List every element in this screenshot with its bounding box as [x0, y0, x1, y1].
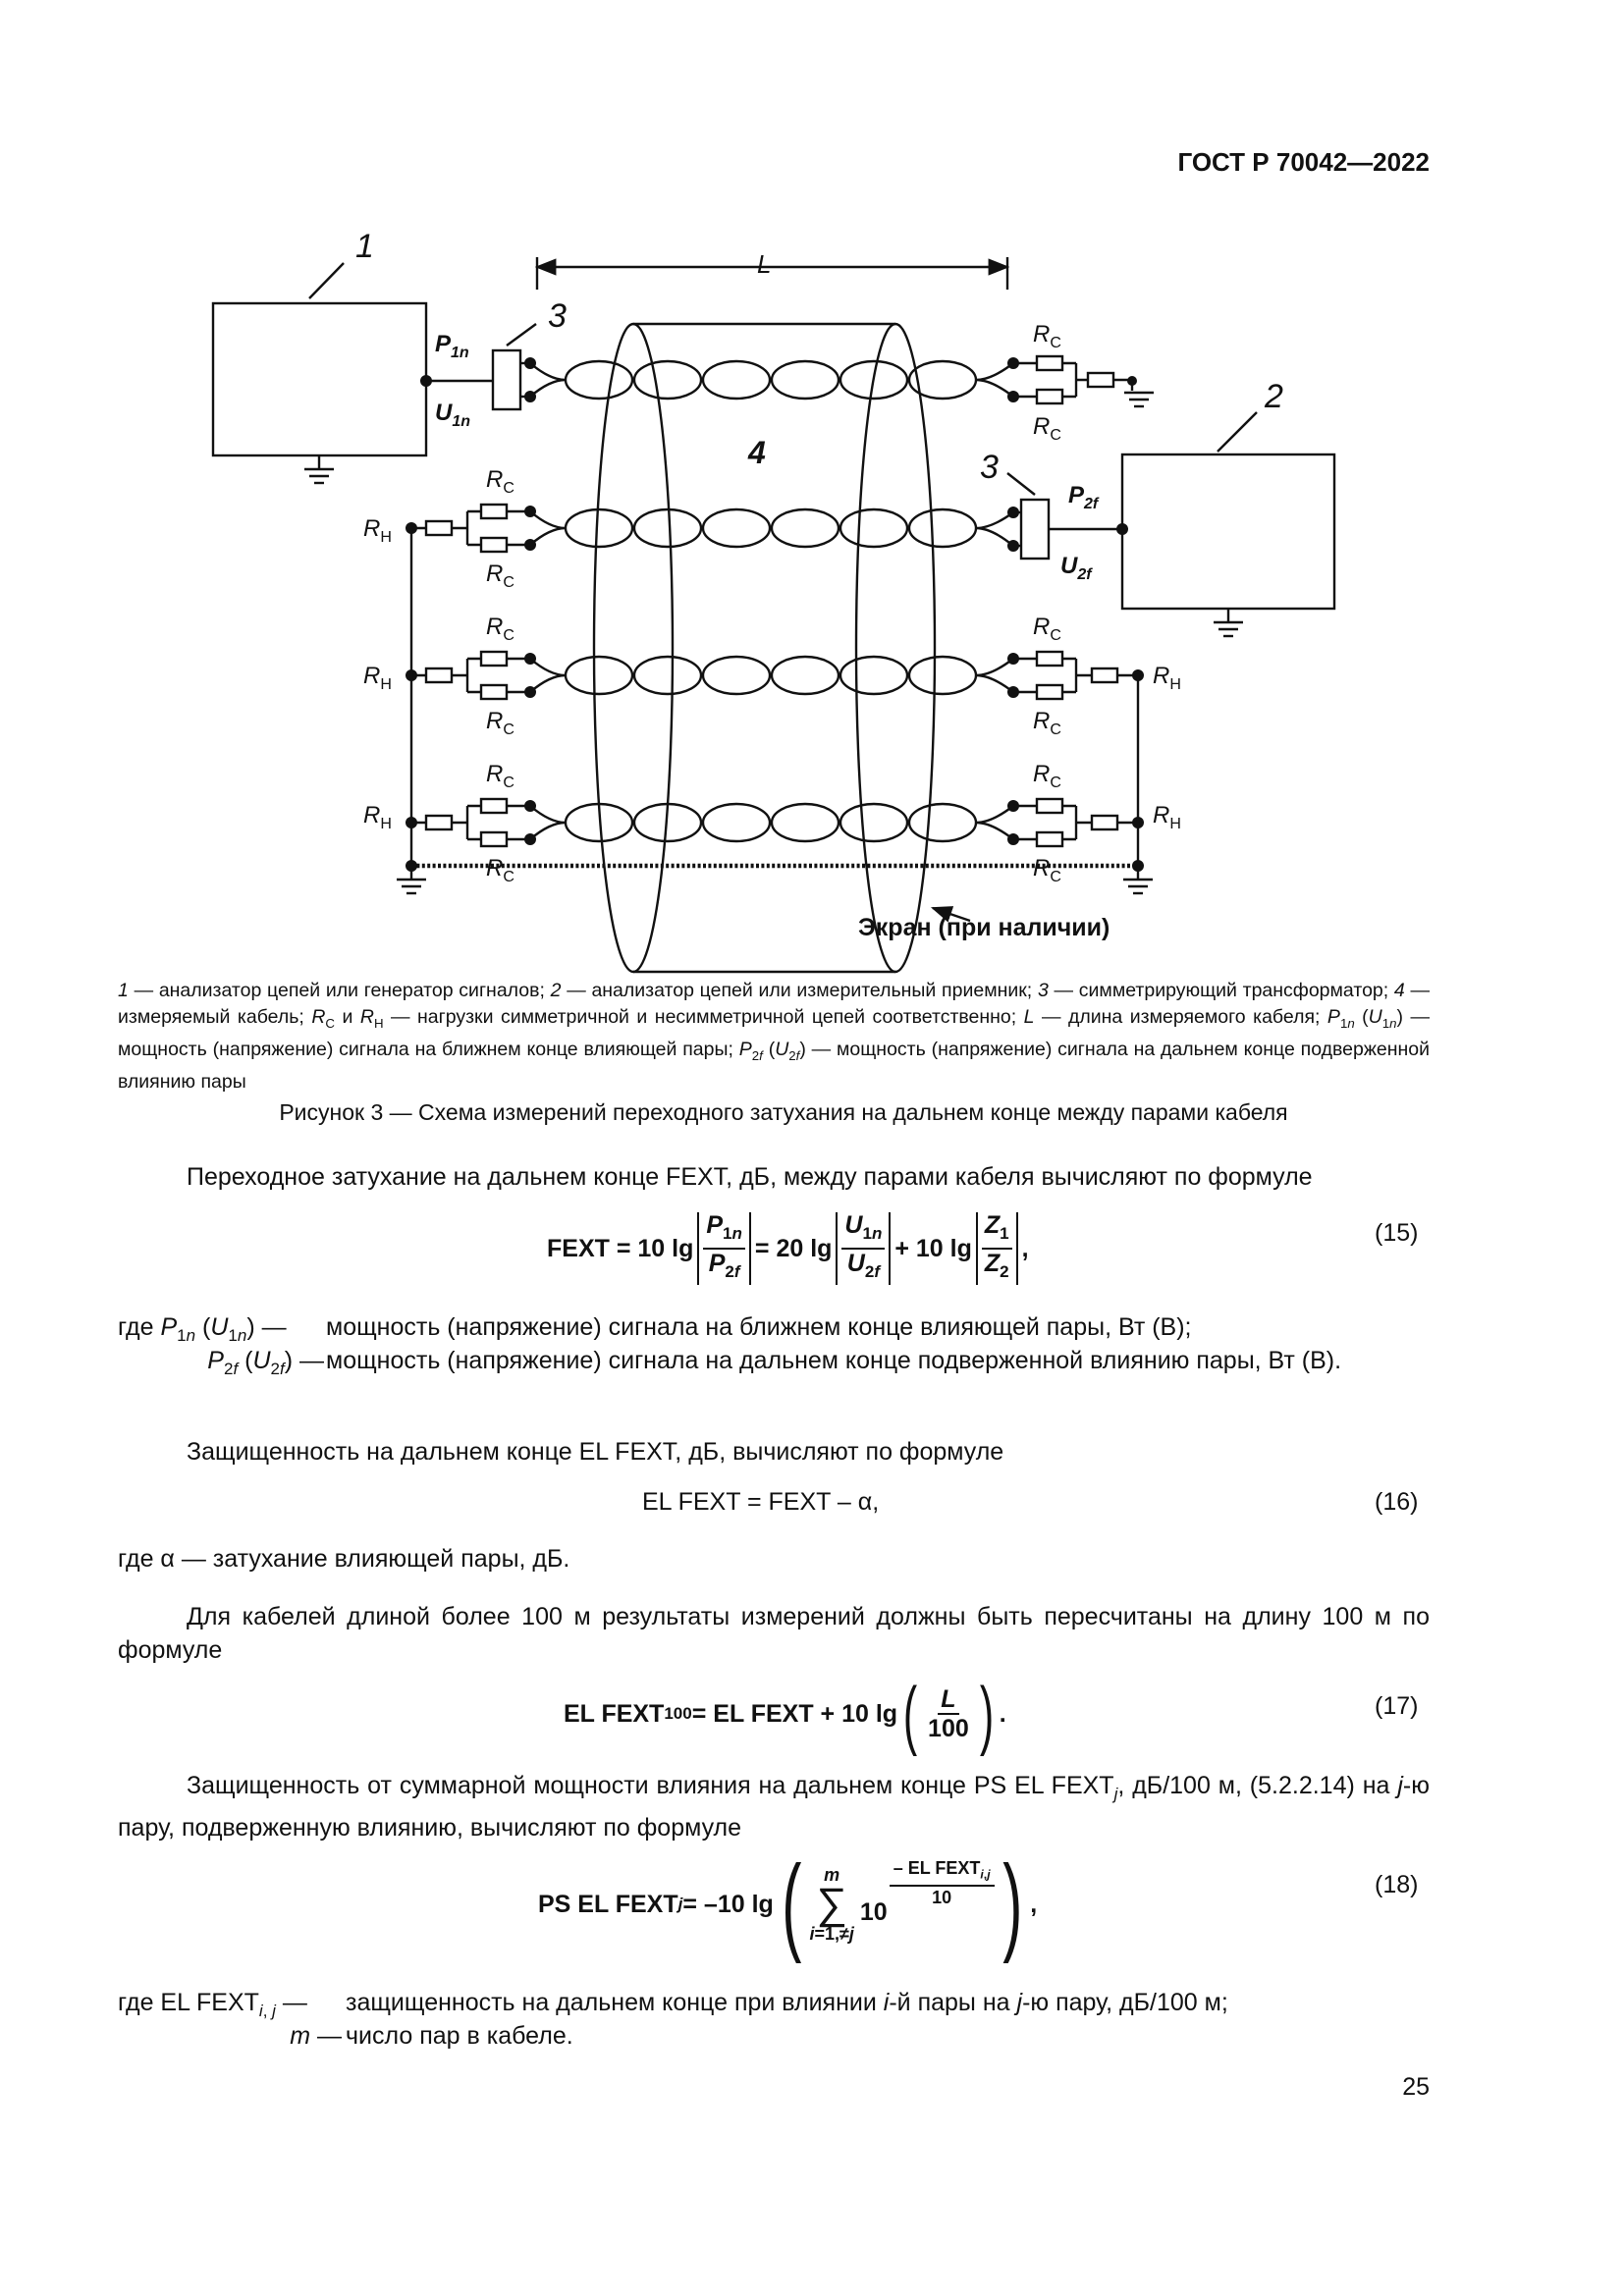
where-term-el-fext-ij: где EL $FEXT_{i, j}$ — [118, 1989, 307, 2020]
where-def-p2f: мощность (напряжение) сигнала на дальнем конце подверженной влиянию пары, Вт (В). [326, 1347, 1342, 1374]
equation-17: EL FEXT 100 = EL FEXT + 10 lg ( $\frac{L}{100}$ ) . [564, 1671, 1006, 1757]
label-1: 1 [355, 228, 374, 265]
label-3-right: 3 [980, 449, 999, 486]
equation-18-number: (18) [1375, 1871, 1419, 1898]
figure-caption: Рисунок 3 — Схема измерений переходного затухания на дальнем конце между парами кабеля [279, 1099, 1288, 1125]
svg-text:P1n: $P_{1n}$ [435, 331, 469, 361]
svg-text:RC: $R_C$ [1033, 855, 1061, 885]
svg-text:RC: $R_C$ [486, 561, 514, 591]
box-analyzer-1 [213, 303, 426, 455]
where-term-p2f: $P_{2f}$ $(U_{2f})$ — [207, 1347, 324, 1378]
svg-text:RC: $R_C$ [1033, 708, 1061, 738]
measurement-circuit-diagram [0, 0, 1624, 982]
svg-text:RC: $R_C$ [1033, 614, 1061, 644]
label-3-left: 3 [548, 297, 567, 335]
paragraph-100m: Для кабелей длиной более 100 м результаты измерений должны быть пересчитаны на длину 100 м по формуле [118, 1603, 1430, 1664]
where-def-el-fext-ij: защищенность на дальнем конце при влиянии i-й пары на j-ю пару, дБ/100 м; [346, 1989, 1228, 2016]
equation-16-number: (16) [1375, 1488, 1419, 1516]
label-length: L [757, 249, 772, 279]
svg-text:P2f: $P_{2f}$ [1068, 482, 1099, 512]
where-alpha: где α — затухание влияющей пары, дБ. [118, 1545, 570, 1573]
svg-text:U1n: $U_{1n}$ [435, 400, 471, 430]
ground-icon [304, 469, 334, 483]
svg-text:RН: $R_Н$ [1153, 802, 1181, 832]
svg-text:RC: $R_C$ [486, 466, 514, 497]
where-term-p1n: где $P_{1n}$ $(U_{1n})$ — [118, 1313, 287, 1345]
document-header: ГОСТ Р 70042—2022 [1177, 147, 1430, 177]
label-4: 4 [748, 435, 766, 470]
equation-15: FEXT = 10 lg $\frac{P_{1n}}{P_{2f}}$ = 20 lg $\frac{U_{1n}}{U_{2f}}$ + 10 lg $\frac{Z_1}{Z_2}$ , [547, 1209, 1029, 1288]
where-def-m: число пар в кабеле. [346, 2022, 573, 2050]
ground-icon [1214, 622, 1243, 636]
paragraph-ps-el-fext: Защищенность от суммарной мощности влияния на дальнем конце PS EL $FEXT_j$, дБ/100 м, (5.2.2.14) на j-ю пару, подверженную влиянию, вычисляют по формуле [118, 1772, 1430, 1842]
svg-text:RН: $R_Н$ [363, 663, 392, 693]
svg-text:RC: $R_C$ [486, 708, 514, 738]
page-number: 25 [1402, 2073, 1430, 2101]
svg-text:RC: $R_C$ [486, 614, 514, 644]
svg-text:RН: $R_Н$ [1153, 663, 1181, 693]
svg-text:RН: $R_Н$ [363, 802, 392, 832]
svg-text:RC: $R_C$ [1033, 761, 1061, 791]
label-2: 2 [1265, 378, 1283, 415]
svg-text:U2f: $U_{2f}$ [1060, 553, 1092, 583]
equation-17-number: (17) [1375, 1692, 1419, 1720]
paragraph-fext: Переходное затухание на дальнем конце FEXT, дБ, между парами кабеля вычисляют по формуле [187, 1163, 1313, 1191]
box-analyzer-2 [1122, 454, 1334, 609]
svg-text:RC: $R_C$ [486, 761, 514, 791]
svg-text:RН: $R_Н$ [363, 515, 392, 546]
equation-16: EL FEXT = FEXT – α, [642, 1488, 880, 1516]
where-def-p1n: мощность (напряжение) сигнала на ближнем конце влияющей пары, Вт (В); [326, 1313, 1192, 1341]
svg-text:RC: $R_C$ [486, 855, 514, 885]
svg-text:RC: $R_C$ [1033, 321, 1061, 351]
label-screen: Экран (при наличии) [858, 914, 1110, 941]
equation-15-number: (15) [1375, 1219, 1419, 1247]
paragraph-el-fext: Защищенность на дальнем конце EL FEXT, дБ, вычисляют по формуле [187, 1438, 1004, 1466]
equation-18: PS EL FEXT j = –10 lg ( m ∑ i=1,≠j 10 – EL $FEXT_{i,j}$ 10 ) , [538, 1843, 1038, 1964]
where-term-m: m — [290, 2022, 342, 2050]
svg-text:RC: $R_C$ [1033, 413, 1061, 444]
figure-legend: 1 — анализатор цепей или генератор сигналов; 2 — анализатор цепей или измерительный приемник; 3 — симметрирующий трансформатор; 4 — измеряемый кабель; $R_C$ и $R_Н$ — нагрузки симметричной и несимметричной цепей соответственно; L — длина измеряемого кабеля; $P_{1n}$ $(U_{1n})$ — мощность (напряжение) сигнала на ближнем конце влияющей пары; $P_{2f}$ $(U_{2f})$ — мощность (напряжение) сигнала на дальнем конце подверженной влиянию пары [118, 980, 1430, 1093]
